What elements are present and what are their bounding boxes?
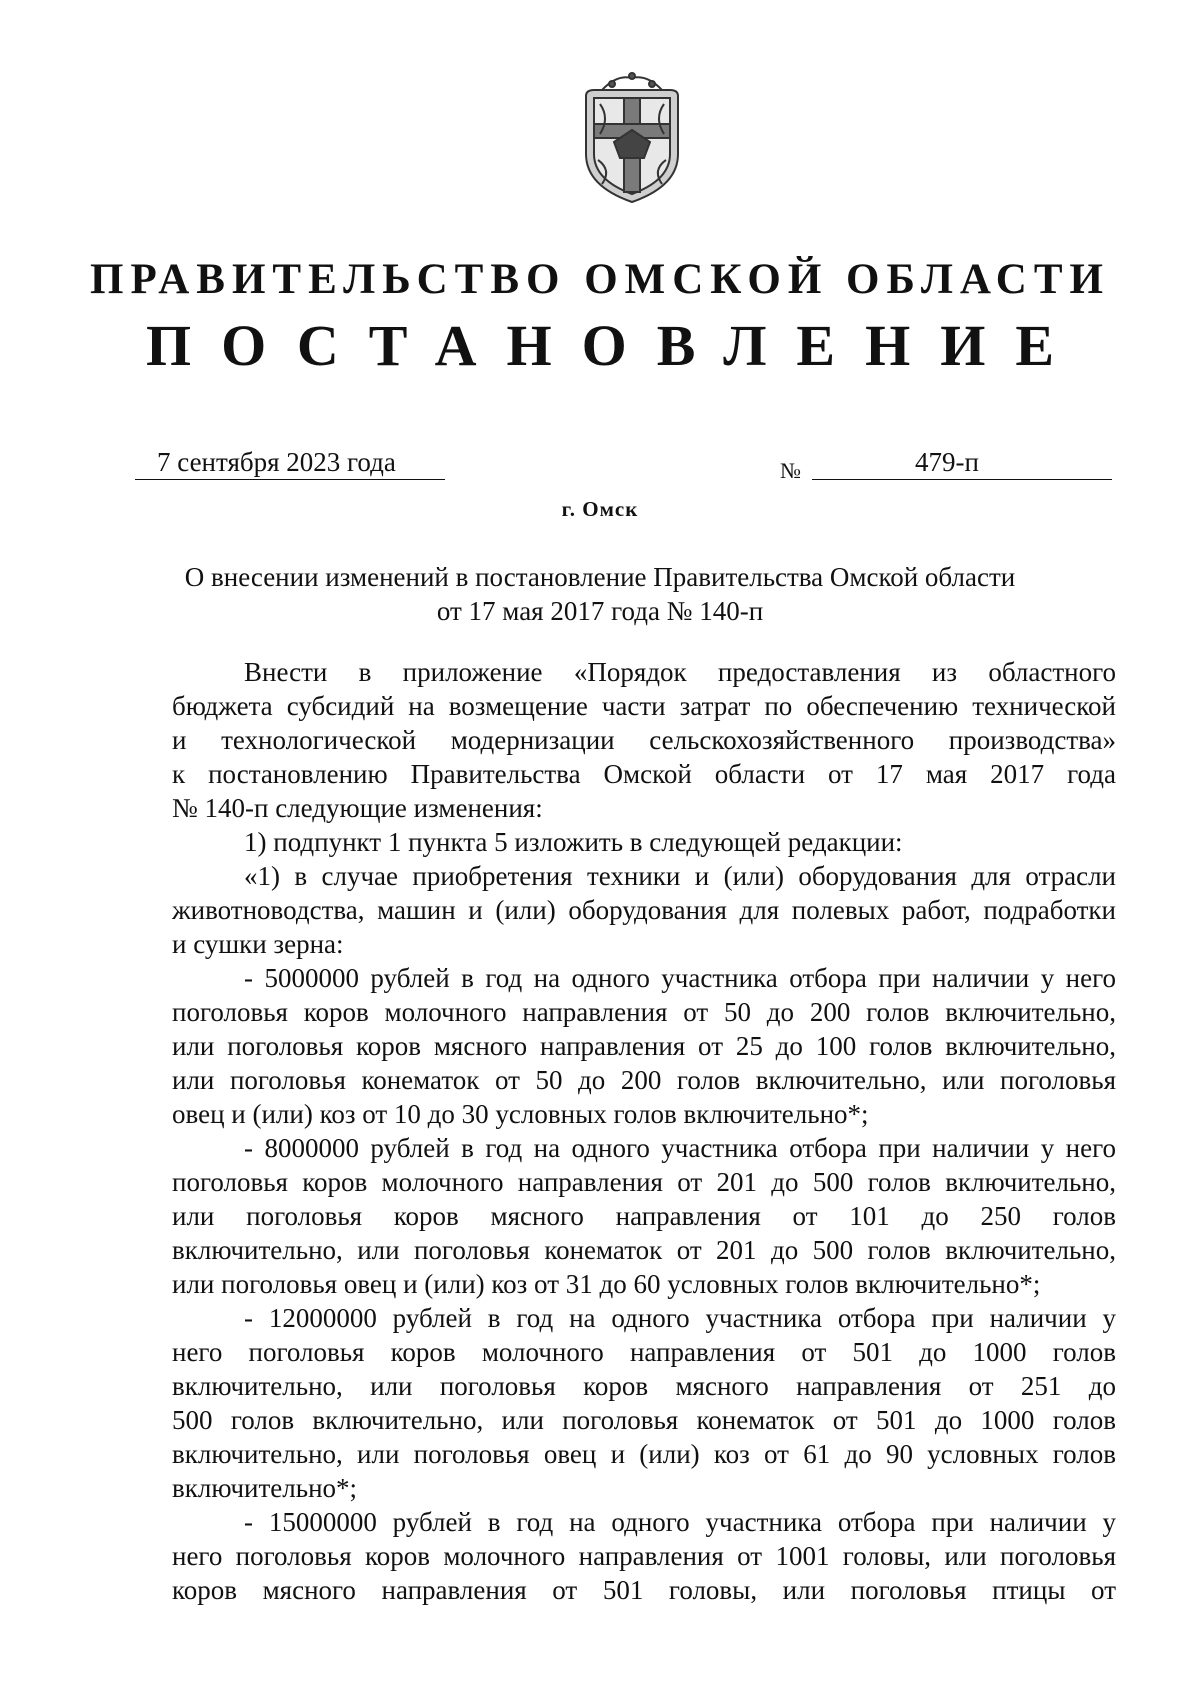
issue-city: г. Омск: [561, 497, 639, 521]
body-line: животноводства, машин и (или) оборудования для полевых работ, подработки: [172, 895, 1116, 925]
body-line: коров мясного направления от 501 головы, или поголовья птицы от: [172, 1575, 1116, 1605]
government-title: ПРАВИТЕЛЬСТВО ОМСКОЙ ОБЛАСТИ: [90, 256, 1110, 303]
body-line: включительно, или поголовья коров мясного направления от 251 до: [172, 1371, 1116, 1401]
body-paragraph: [172, 1539, 1116, 1607]
number-sign: №: [780, 458, 801, 483]
body-paragraph: [172, 825, 1116, 859]
body-line: или поголовья овец и (или) коз от 31 до 60 условных голов включительно*;: [172, 1269, 1041, 1299]
body-line: поголовья коров молочного направления от 201 до 500 голов включительно,: [172, 1167, 1116, 1197]
subject-line: О внесении изменений в постановление Правительства Омской области: [184, 562, 1016, 592]
body-line: включительно, или поголовья овец и (или) коз от 61 до 90 условных голов: [172, 1439, 1116, 1469]
body-line: него поголовья коров молочного направления от 501 до 1000 голов: [172, 1337, 1116, 1367]
body-line: овец и (или) коз от 10 до 30 условных голов включительно*;: [172, 1099, 869, 1129]
body-paragraph: [172, 1335, 1116, 1505]
body-line: и сушки зерна:: [172, 929, 344, 959]
document-subject: [150, 560, 1050, 628]
body-paragraph: [172, 655, 1116, 689]
body-line: - 8000000 рублей в год на одного участника отбора при наличии у него: [244, 1133, 1116, 1163]
body-line: или поголовья конематок от 50 до 200 голов включительно, или поголовья: [172, 1065, 1116, 1095]
body-line: включительно, или поголовья конематок от 201 до 500 голов включительно,: [172, 1235, 1116, 1265]
document-type-heading: ПОСТАНОВЛЕНИЕ: [145, 313, 1085, 378]
body-line: и технологической модернизации сельскохозяйственного производства»: [172, 725, 1116, 755]
body-line: Внести в приложение «Порядок предоставления из областного: [244, 657, 1116, 687]
body-line: или поголовья коров мясного направления от 101 до 250 голов: [172, 1201, 1116, 1231]
body-line: «1) в случае приобретения техники и (или) оборудования для отрасли: [244, 861, 1116, 891]
coat-of-arms-emblem: [572, 68, 692, 206]
body-line: бюджета субсидий на возмещение части затрат по обеспечению технической: [172, 691, 1116, 721]
body-line: включительно*;: [172, 1473, 358, 1503]
body-line: 1) подпункт 1 пункта 5 изложить в следующей редакции:: [244, 827, 903, 857]
body-paragraph: [172, 1301, 1116, 1335]
body-paragraph: [172, 961, 1116, 995]
body-line: или поголовья коров мясного направления от 25 до 100 голов включительно,: [172, 1031, 1116, 1061]
body-line: - 12000000 рублей в год на одного участника отбора при наличии у: [244, 1303, 1116, 1333]
document-body: [172, 655, 1116, 1607]
body-paragraph: [172, 859, 1116, 893]
body-paragraph: [172, 893, 1116, 961]
body-line: поголовья коров молочного направления от 50 до 200 голов включительно,: [172, 997, 1116, 1027]
body-line: к постановлению Правительства Омской области от 17 мая 2017 года: [172, 759, 1116, 789]
body-paragraph: [172, 1131, 1116, 1165]
body-line: № 140-п следующие изменения:: [172, 793, 543, 823]
body-line: - 15000000 рублей в год на одного участника отбора при наличии у: [244, 1507, 1116, 1537]
document-date: 7 сентября 2023 года: [135, 445, 445, 480]
body-line: 500 голов включительно, или поголовья конематок от 501 до 1000 голов: [172, 1405, 1116, 1435]
body-paragraph: [172, 689, 1116, 825]
document-number: 479-п: [812, 445, 1112, 480]
body-line: - 5000000 рублей в год на одного участника отбора при наличии у него: [244, 963, 1116, 993]
subject-line: от 17 мая 2017 года № 140-п: [436, 596, 764, 626]
body-paragraph: [172, 995, 1116, 1131]
body-paragraph: [172, 1505, 1116, 1539]
body-paragraph: [172, 1165, 1116, 1301]
body-line: него поголовья коров молочного направления от 1001 головы, или поголовья: [172, 1541, 1116, 1571]
